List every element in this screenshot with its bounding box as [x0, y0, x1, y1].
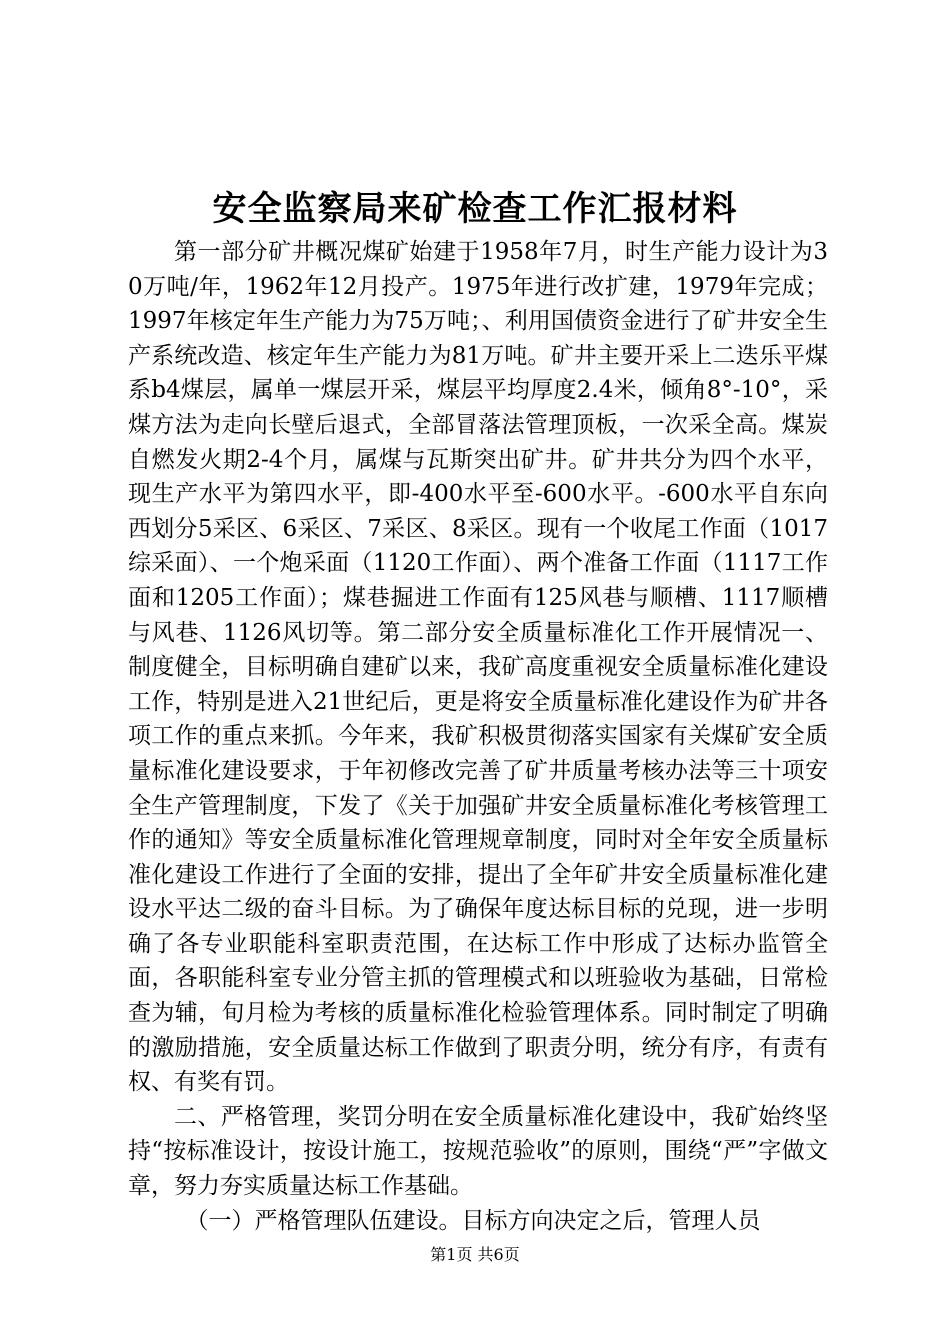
paragraph-mine-overview: 第一部分矿井概况煤矿始建于1958年7月，时生产能力设计为30万吨/年，1962年12月投产。1975年进行改扩建，1979年完成；1997年核定年生产能力为75万吨；、利用国债资金进行了矿井安全生产系统改造、核定年生产能力为81万吨。矿井主要开采上二迭乐平煤系b4煤层，属单一煤层开采，煤层平均厚度2.4米，倾角8°-10°，采煤方法为走向长壁后退式，全部冒落法管理顶板，一次采全高。煤炭自燃发火期2-4个月，属煤与瓦斯突出矿井。矿井共分为四个水平，现生产水平为第四水平，即-400水平至-600水平。-600水平自东向西划分5采区、6采区、7采区、8采区。现有一个收尾工作面（1017综采面）、一个炮采面（1120工作面）、两个准备工作面（1117工作面和1205工作面）；煤巷掘进工作面有125风巷与顺槽、1117顺槽与风巷、1126风切等。第二部分安全质量标准化工作开展情况一、制度健全，目标明确自建矿以来，我矿高度重视安全质量标准化建设工作，特别是进入21世纪后，更是将安全质量标准化建设作为矿井各项工作的重点来抓。今年来，我矿积极贯彻落实国家有关煤矿安全质量标准化建设要求，于年初修改完善了矿井质量考核办法等三十项安全生产管理制度，下发了《关于加强矿井安全质量标准化考核管理工作的通知》等安全质量标准化管理规章制度，同时对全年安全质量标准化建设工作进行了全面的安排，提出了全年矿井安全质量标准化建设水平达二级的奋斗目标。为了确保年度达标目标的兑现，进一步明确了各专业职能科室职责范围，在达标工作中形成了达标办监管全面，各职能科室专业分管主抓的管理模式和以班验收为基础，日常检查为辅，旬月检为考核的质量标准化检验管理体系。同时制定了明确的激励措施，安全质量达标工作做到了职责分明，统分有序，有责有权、有奖有罚。: [128, 239, 828, 1096]
document-title: 安全监察局来矿检查工作汇报材料: [212, 189, 738, 229]
page-footer: 第1页 共6页: [430, 1245, 520, 1264]
paragraph-team-building: （一）严格管理队伍建设。目标方向决定之后，管理人员: [185, 1207, 761, 1234]
paragraph-strict-management: 二、严格管理，奖罚分明在安全质量标准化建设中，我矿始终坚持“按标准设计，按设计施工，按规范验收”的原则，围绕“严”字做文章，努力夯实质量达标工作基础。: [128, 1103, 828, 1200]
document-body: [128, 235, 828, 1238]
